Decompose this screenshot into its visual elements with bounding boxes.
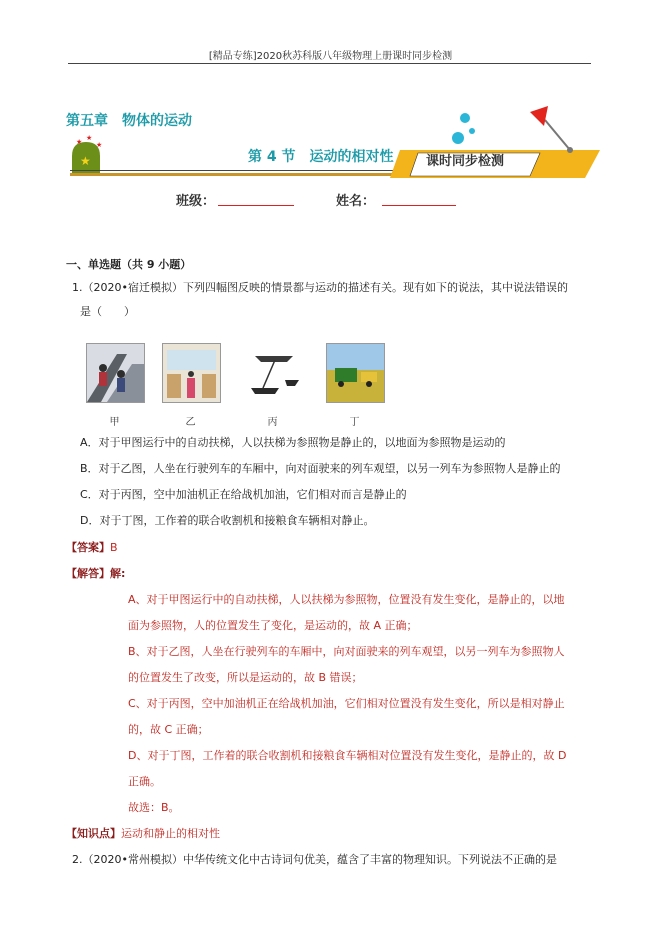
section-heading: 一、单选题（共 9 小题） xyxy=(66,258,192,271)
bubble-icon xyxy=(452,132,464,144)
name-label: 姓名： xyxy=(336,194,376,209)
section-title: 第 4 节 运动的相对性 xyxy=(248,149,394,165)
class-field[interactable] xyxy=(218,205,294,206)
bubble-icon xyxy=(469,128,475,134)
lamp-icon xyxy=(530,106,548,126)
q1-stem-line1: 1.（2020•宿迁模拟）下列四幅图反映的情景都与运动的描述有关。现有如下的说法，其中说法错误的 xyxy=(72,281,568,294)
analysis-row xyxy=(66,566,125,582)
knowledge-label: 【知识点】 xyxy=(66,827,121,840)
caption-bing: 丙 xyxy=(267,417,278,428)
analysis-line: 故选：B。 xyxy=(128,801,180,814)
analysis-line: 正确。 xyxy=(128,775,161,788)
chapter-title: 第五章 物体的运动 xyxy=(66,113,192,129)
q1-stem-line2: 是（ ） xyxy=(80,305,135,318)
name-field[interactable] xyxy=(382,205,456,206)
knowledge-row xyxy=(66,826,220,842)
caption-yi: 乙 xyxy=(185,417,196,428)
analysis-line: A、对于甲图运行中的自动扶梯，人以扶梯为参照物，位置没有发生变化，是静止的，以地 xyxy=(128,593,565,606)
header-divider xyxy=(68,63,591,64)
badge-label: 课时同步检测 xyxy=(426,154,505,169)
bubble-icon xyxy=(460,113,470,123)
harvester-image xyxy=(326,343,385,403)
star-icon: ★ xyxy=(80,154,91,168)
class-label: 班级： xyxy=(176,194,216,209)
train-interior-image xyxy=(162,343,221,403)
analysis-suffix: 解: xyxy=(110,567,126,580)
q2-stem-line1: 2.（2020•常州模拟）中华传统文化中古诗词句优美，蕴含了丰富的物理知识。下列说法不正确的是 xyxy=(72,853,557,866)
analysis-line: D、对于丁图，工作着的联合收割机和接粮食车辆相对位置没有发生变化，是静止的，故 D xyxy=(128,749,567,762)
answer-row xyxy=(66,540,118,556)
star-icon: ★ xyxy=(86,134,93,142)
analysis-line: B、对于乙图，人坐在行驶列车的车厢中，向对面驶来的列车观望，以另一列车为参照物人 xyxy=(128,645,565,658)
analysis-line: 的，故 C 正确； xyxy=(128,723,209,736)
answer-label: 【答案】 xyxy=(66,541,110,554)
q1-option-d: D．对于丁图，工作着的联合收割机和接粮食车辆相对静止。 xyxy=(80,514,375,527)
q1-option-b: B．对于乙图，人坐在行驶列车的车厢中，向对面驶来的列车观望，以另一列车为参照物人是静止的 xyxy=(80,462,561,475)
answer-value: B xyxy=(110,541,118,554)
refueling-aircraft-image xyxy=(244,343,303,403)
page-header: [精品专练]2020秋苏科版八年级物理上册课时同步检测 xyxy=(208,51,453,62)
analysis-label: 【解答】 xyxy=(66,567,110,580)
knowledge-value: 运动和静止的相对性 xyxy=(121,827,220,840)
analysis-line: C、对于丙图，空中加油机正在给战机加油，它们相对位置没有发生变化，所以是相对静止 xyxy=(128,697,565,710)
analysis-line: 的位置发生了改变，所以是运动的，故 B 错误； xyxy=(128,671,363,684)
q1-option-c: C．对于丙图，空中加油机正在给战机加油，它们相对而言是静止的 xyxy=(80,488,407,501)
star-icon: ★ xyxy=(76,138,83,146)
analysis-line: 面为参照物，人的位置发生了变化，是运动的，故 A 正确； xyxy=(128,619,418,632)
star-icon: ★ xyxy=(96,141,103,149)
q1-option-a: A．对于甲图运行中的自动扶梯，人以扶梯为参照物是静止的，以地面为参照物是运动的 xyxy=(80,436,506,449)
escalator-image xyxy=(86,343,145,403)
caption-ding: 丁 xyxy=(349,417,360,428)
caption-jia: 甲 xyxy=(109,417,120,428)
